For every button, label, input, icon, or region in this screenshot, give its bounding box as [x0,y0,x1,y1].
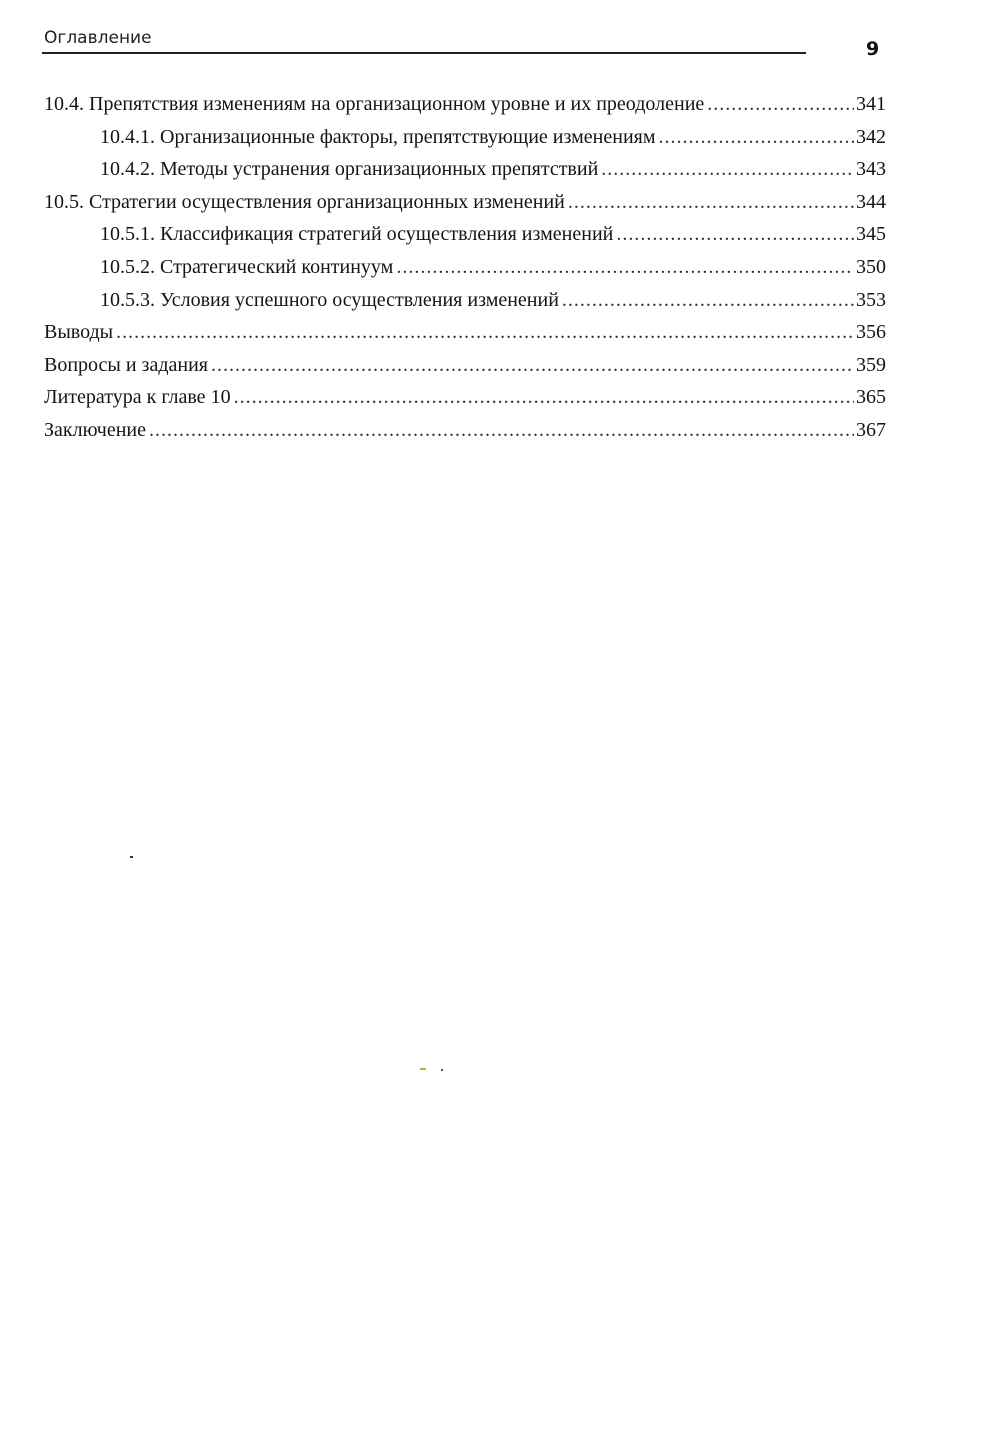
dot-leader [659,121,855,154]
toc-entry-page: 344 [856,190,886,213]
toc-entry-title: 10.5.1. Классификация стратегий осуществления изменений [100,223,614,246]
toc-entry-page: 356 [856,321,886,344]
toc-entry-title: Литература к главе 10 [44,386,231,409]
toc-entry-page: 353 [856,288,886,311]
toc-entry-page: 367 [856,418,886,441]
dot-leader [562,284,854,317]
toc-entry-page: 342 [856,125,886,148]
dot-leader [601,153,854,186]
toc-entry [44,251,886,284]
dot-leader [211,349,854,382]
toc-entry [44,121,886,154]
toc-entry-title: 10.5.3. Условия успешного осуществления изменений [100,288,559,311]
toc-entry-title: Вопросы и задания [44,353,208,376]
dot-leader [707,88,854,121]
dot-leader [234,381,854,414]
toc-entry [44,88,886,121]
header-rule [42,52,806,54]
toc-entry [44,186,886,219]
toc-entry-page: 350 [856,255,886,278]
page-number: 9 [866,38,880,60]
toc-entry-title: Выводы [44,321,114,344]
toc-entry-title: 10.4.1. Организационные факторы, препятствующие изменениям [100,125,656,148]
dot-leader [149,414,854,447]
toc-entry-title: 10.5. Стратегии осуществления организационных изменений [44,190,565,213]
toc-entry [44,414,886,447]
table-of-contents [44,88,886,447]
toc-entry-title: 10.4. Препятствия изменениям на организационном уровне и их преодоление [44,93,705,115]
toc-entry-page: 341 [856,93,886,115]
scan-speck [441,1069,443,1071]
dot-leader [116,316,854,349]
toc-entry-title: Заключение [44,418,146,441]
toc-entry-page: 343 [856,158,886,181]
toc-entry-title: 10.5.2. Стратегический континуум [100,255,394,278]
running-head: Оглавление [44,28,152,48]
scan-speck [420,1068,426,1070]
toc-entry [44,349,886,382]
toc-entry-title: 10.4.2. Методы устранения организационных препятствий [100,158,599,181]
dot-leader [396,251,854,284]
toc-entry [44,153,886,186]
dot-leader [568,186,854,219]
toc-entry [44,284,886,317]
toc-entry-page: 365 [856,386,886,409]
toc-entry [44,316,886,349]
toc-entry-page: 359 [856,353,886,376]
toc-entry [44,218,886,251]
toc-entry [44,381,886,414]
dot-leader [616,218,854,251]
scan-speck [130,856,133,858]
toc-entry-page: 345 [856,223,886,246]
